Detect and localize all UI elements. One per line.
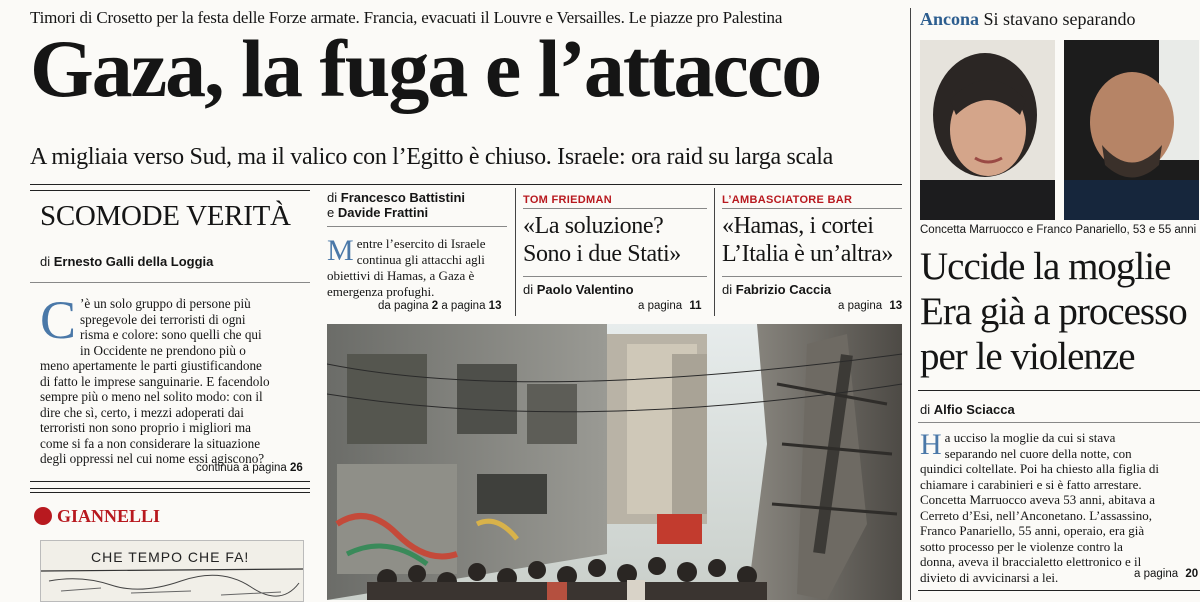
editorial-line: dire che sì, certo, i mezzi adoperati dai [40,404,244,420]
editorial-author[interactable]: Ernesto Galli della Loggia [53,254,214,269]
ancona-rule [918,390,1200,391]
editorial-line: sempre più o meno nel solito modo: con il [40,389,263,404]
giannelli-cartoon[interactable] [40,540,304,602]
ancona-body [920,430,1198,585]
ancona-author[interactable]: Alfio Sciacca [933,402,1015,417]
news1-author1[interactable]: Francesco Battistini [340,190,466,205]
victim-portrait [920,40,1055,220]
editorial-body [40,290,306,467]
ancona-ref[interactable]: a pagina 20 [1134,568,1199,580]
column-divider [515,188,516,316]
editorial-line: risma e colore: sono quelli che qui [80,327,262,342]
gaza-photo-image [327,324,902,600]
editorial-first-line: ’è un solo gruppo di persone più [80,296,251,311]
editorial-double-rule [30,488,310,489]
ancona-line: Cerreto d’Esi, nell’Anconetano. L’assassino, [920,507,1153,523]
top-kicker: Timori di Crosetto per la festa delle Forze armate. Francia, evacuati il Louvre e Versailles. Le piazze pro Palestina [30,8,783,27]
news1-line: entre l’esercito di Israele [356,236,486,251]
perpetrator-portrait [1064,40,1199,220]
ancona-headline[interactable]: Uccide la moglie Era già a processo per le violenze [920,245,1187,378]
ancona-line: a ucciso la moglie da cui si stava [944,430,1116,445]
bar-ref[interactable]: a pagina 13 [838,300,903,312]
ancona-bottom-rule [918,590,1200,591]
bar-label: L’AMBASCIATORE BAR [722,194,853,206]
news1-byline: di Francesco Battistini e Davide Frattini [327,190,466,220]
news1-author2[interactable]: Davide Frattini [337,205,429,220]
editorial-title[interactable]: SCOMODE VERITÀ [40,200,291,232]
editorial-continue[interactable]: continua a pagina 26 [196,462,303,474]
ancona-line: sotto processo per le violenze contro la [920,538,1123,554]
right-column-divider [910,8,911,600]
editorial-line: degli oppressi nel cui nome essi agiscono? [40,451,265,466]
friedman-rule [523,208,707,209]
editorial-double-rule [30,492,310,493]
friedman-ref[interactable]: a pagina 11 [638,300,702,312]
editorial-line: come si fa a non considerare la situazione [40,435,261,451]
ancona-line: donna, aveva il braccialetto elettronico e il [920,554,1142,569]
victim-photo[interactable] [920,40,1055,220]
editorial-line: meno apertamente le parti giustificandone [40,358,262,373]
friedman-label: TOM FRIEDMAN [523,194,612,206]
bar-byline: di Fabrizio Caccia [722,282,832,297]
editorial-byline: di Ernesto Galli della Loggia [40,254,214,269]
friedman-quote[interactable]: «La soluzione? Sono i due Stati» [523,213,681,267]
cartoon-sketch [41,541,303,601]
editorial-line: spregevole dei terroristi di ogni [80,311,246,327]
news1-body [327,236,509,300]
news1-line: obiettivi di Hamas, a Gaza è [327,268,475,283]
editorial-line: in Occidente ne prendono più o [80,342,246,358]
main-subhead: A migliaia verso Sud, ma il valico con l’Egitto è chiuso. Israele: ora raid su larga scala [30,144,833,170]
ancona-kicker: Ancona Si stavano separando [920,9,1136,29]
ancona-line: Concetta Marruocco aveva 53 anni, abitava a [920,492,1155,507]
bar-quote[interactable]: «Hamas, i cortei L’Italia è un’altra» [722,213,894,267]
main-headline[interactable]: Gaza, la fuga e l’attacco [30,23,821,114]
ancona-place[interactable]: Ancona [920,9,980,29]
gaza-photo[interactable] [327,324,902,600]
news1-line: emergenza profughi. [327,284,435,299]
ancona-dropcap: H [920,428,942,461]
editorial-byline-rule [30,282,310,283]
friedman-author[interactable]: Paolo Valentino [536,282,634,297]
news1-line: continua gli attacchi agli [356,252,485,267]
giannelli-label[interactable]: GIANNELLI [57,506,161,526]
news1-dropcap: M [327,234,354,267]
ancona-line: quindici coltellate. Poi ha chiesto alla figlia di [920,461,1159,476]
perpetrator-photo[interactable] [1064,40,1199,220]
giannelli-dot-icon [34,507,52,525]
friedman-rule2 [523,276,707,277]
cartoon-caption: CHE TEMPO CHE FA! [91,549,250,565]
editorial-line: terroristi non sono proprio i migliori ma [40,420,251,435]
ancona-line: separando nel cuore della notte, con [944,445,1132,461]
editorial-dropcap: C [40,290,77,350]
ancona-line: Franco Panariello, 55 anni, operaio, era già [920,523,1145,538]
news1-ref[interactable]: da pagina 2 a pagina 13 [378,300,502,312]
friedman-byline: di Paolo Valentino [523,282,634,297]
section-rule [30,184,902,185]
ancona-line: chiamare i carabinieri e si è fatto arrestare. [920,476,1142,492]
bar-rule2 [722,276,902,277]
ancona-photo-caption: Concetta Marruocco e Franco Panariello, 53 e 55 anni [920,224,1197,236]
ancona-byline: di Alfio Sciacca [920,402,1015,417]
editorial-line: di fatto le imprese sanguinarie. E facendolo [40,373,270,389]
column-divider [714,188,715,316]
news1-rule [327,226,507,227]
bar-author[interactable]: Fabrizio Caccia [735,282,832,297]
ancona-line: divieto di avvicinarsi a lei. [920,569,1059,585]
bar-rule [722,208,902,209]
ancona-byline-rule [918,422,1200,423]
